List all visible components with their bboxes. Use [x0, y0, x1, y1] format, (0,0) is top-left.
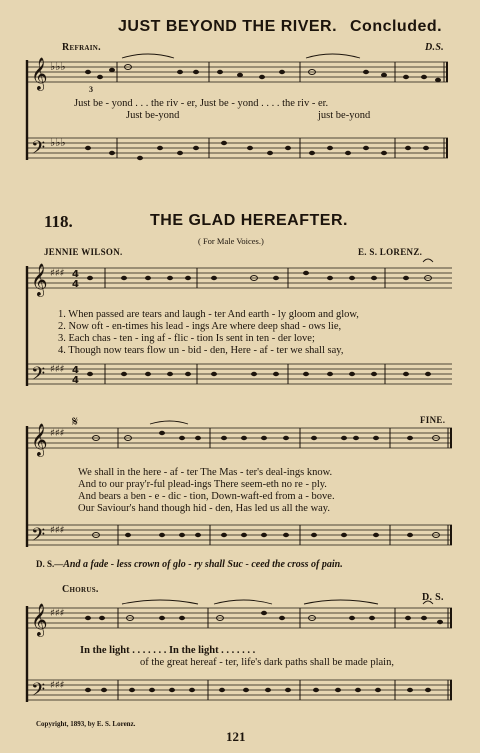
staff-3-treble	[28, 428, 452, 448]
subtitle: ( For Male Voices.)	[198, 236, 264, 246]
svg-text:♯♯♯: ♯♯♯	[50, 608, 65, 619]
refrain-line-3: And bears a ben - e - dic - tion, Down-waft-ed from a - bove.	[78, 491, 335, 502]
hymn-title-2: THE GLAD HEREAFTER.	[150, 212, 348, 229]
verse-2: 2. Now oft - en-times his lead - ings Are where deep shad - ows lie,	[58, 321, 342, 332]
refrain-label: Refrain.	[62, 42, 101, 53]
lyrics-line-2b: just be-yond	[318, 110, 371, 121]
refrain-line-4: Our Saviour's hand though hid - den, Has led us all the way.	[78, 503, 330, 514]
verse-3: 3. Each chas - ten - ing af - flic - tion Is sent in ten - der love;	[58, 333, 315, 344]
svg-text:♯♯♯: ♯♯♯	[50, 364, 65, 375]
ds-label-1: D.S.	[425, 42, 444, 53]
svg-text:𝄢: 𝄢	[31, 364, 46, 389]
svg-text:♭♭♭: ♭♭♭	[50, 60, 66, 73]
staff-4-bass	[28, 680, 452, 700]
fine-label: FINE.	[420, 415, 446, 425]
svg-text:4: 4	[72, 375, 79, 386]
chorus-label: Chorus.	[62, 584, 99, 595]
refrain-line-1: We shall in the here - af - ter The Mas - ter's deal-ings know.	[78, 467, 333, 478]
svg-text:4: 4	[72, 279, 79, 290]
chorus-line-2: of the great hereaf - ter, life's dark paths shall be made plain,	[140, 657, 394, 668]
chorus-line-1: In the light . . . . . . . In the light . . . . . . .	[80, 645, 256, 656]
ds-prefix: D. S.—	[36, 559, 64, 569]
ds-text: And a fade - less crown of glo - ry shall Suc - ceed the cross of pain.	[63, 559, 343, 570]
svg-text:♯♯♯: ♯♯♯	[50, 525, 65, 536]
verse-4: 4. Though now tears flow un - bid - den, Here - af - ter we shall say,	[58, 345, 344, 356]
verse-1: 1. When passed are tears and laugh - ter And earth - ly gloom and glow,	[58, 309, 359, 320]
copyright: Copyright, 1893, by E. S. Lorenz.	[36, 720, 136, 728]
svg-text:𝄞: 𝄞	[31, 263, 48, 296]
ds-line	[36, 559, 343, 570]
lyrics-line-2a: Just be-yond	[126, 110, 180, 121]
measure-number: 3	[89, 85, 93, 94]
composer: E. S. LORENZ.	[358, 247, 423, 257]
hymn-title-1	[118, 18, 442, 36]
svg-text:4: 4	[72, 365, 79, 376]
lyrics-line-1: Just be - yond . . . the riv - er, Just be - yond . . . . the riv - er.	[74, 98, 329, 109]
svg-text:𝄢: 𝄢	[31, 680, 46, 705]
author: JENNIE WILSON.	[44, 247, 123, 257]
svg-text:𝄞: 𝄞	[31, 603, 48, 636]
svg-text:𝄞: 𝄞	[31, 423, 48, 456]
svg-text:♯♯♯: ♯♯♯	[50, 428, 65, 439]
svg-text:4: 4	[72, 269, 79, 280]
svg-text:𝄞: 𝄞	[31, 57, 48, 90]
ds-label-2: D. S.	[422, 592, 444, 603]
refrain-line-2: And to our pray'r-ful plead-ings There seem-eth no re - ply.	[78, 479, 327, 490]
page-number: 121	[226, 729, 246, 744]
svg-text:𝄋: 𝄋	[72, 414, 79, 430]
svg-text:♯♯♯: ♯♯♯	[50, 268, 65, 279]
staff-4-treble	[28, 608, 452, 628]
svg-text:𝄢: 𝄢	[31, 525, 46, 550]
hymn-number: 118.	[44, 212, 73, 231]
title-text: JUST BEYOND THE RIVER.	[118, 18, 338, 35]
svg-text:♭♭♭: ♭♭♭	[50, 136, 66, 149]
svg-text:♯♯♯: ♯♯♯	[50, 680, 65, 691]
staff-3-bass	[28, 525, 452, 545]
svg-text:𝄢: 𝄢	[31, 138, 46, 163]
concluded-label: Concluded.	[349, 18, 443, 35]
